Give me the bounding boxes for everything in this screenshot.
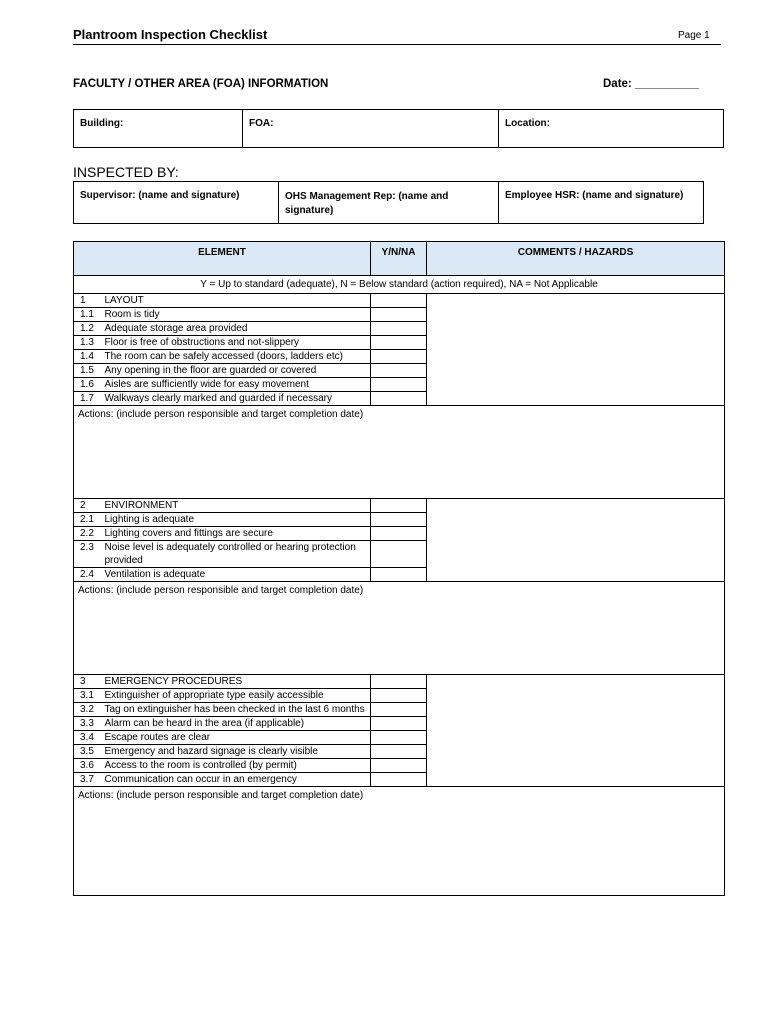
actions-cell[interactable] — [74, 582, 725, 675]
item-number: 2.1 — [74, 513, 105, 527]
ynna-cell[interactable] — [371, 527, 427, 541]
ohs-rep-label: OHS Management Rep: (name and signature) — [285, 191, 449, 216]
item-text: Communication can occur in an emergency — [105, 773, 371, 787]
actions-cell[interactable] — [74, 787, 725, 896]
ynna-cell[interactable] — [371, 336, 427, 350]
ynna-cell[interactable] — [371, 350, 427, 364]
item-text: Escape routes are clear — [105, 731, 371, 745]
building-field[interactable] — [74, 110, 242, 147]
foa-field[interactable] — [242, 110, 498, 147]
item-text: Any opening in the floor are guarded or covered — [105, 364, 371, 378]
item-text: Emergency and hazard signage is clearly visible — [105, 745, 371, 759]
section-header-row — [74, 499, 725, 513]
ynna-cell[interactable] — [371, 759, 427, 773]
item-text: Lighting is adequate — [105, 513, 371, 527]
ynna-cell[interactable] — [371, 294, 427, 308]
item-number: 1.5 — [74, 364, 105, 378]
employee-hsr-label: Employee HSR: (name and signature) — [505, 190, 684, 201]
item-number: 1.6 — [74, 378, 105, 392]
item-number: 1.3 — [74, 336, 105, 350]
item-number: 3.3 — [74, 717, 105, 731]
item-text: Ventilation is adequate — [105, 568, 371, 582]
item-text: Walkways clearly marked and guarded if necessary — [105, 392, 371, 406]
header-rule — [73, 44, 721, 45]
item-text: The room can be safely accessed (doors, ladders etc) — [105, 350, 371, 364]
item-text: Extinguisher of appropriate type easily accessible — [105, 689, 371, 703]
location-field[interactable] — [498, 110, 723, 147]
actions-row — [74, 582, 725, 675]
supervisor-field[interactable] — [74, 182, 278, 223]
ynna-cell[interactable] — [371, 773, 427, 787]
ynna-cell[interactable] — [371, 731, 427, 745]
ynna-cell[interactable] — [371, 499, 427, 513]
ynna-cell[interactable] — [371, 541, 427, 568]
item-number: 3.2 — [74, 703, 105, 717]
ynna-cell[interactable] — [371, 364, 427, 378]
section-header-row — [74, 675, 725, 689]
col-comments-header: COMMENTS / HAZARDS — [427, 242, 725, 276]
col-ynna-header: Y/N/NA — [371, 242, 427, 276]
item-number: 1.2 — [74, 322, 105, 336]
item-number: 3.4 — [74, 731, 105, 745]
checklist-table — [73, 241, 725, 896]
item-number: 2.2 — [74, 527, 105, 541]
item-text: Alarm can be heard in the area (if applicable) — [105, 717, 371, 731]
item-text: Adequate storage area provided — [105, 322, 371, 336]
inspected-by-box — [73, 181, 704, 224]
item-text: Access to the room is controlled (by permit) — [105, 759, 371, 773]
actions-label: Actions: (include person responsible and target completion date) — [78, 409, 364, 420]
section-title: EMERGENCY PROCEDURES — [105, 675, 371, 689]
ynna-cell[interactable] — [371, 675, 427, 689]
actions-label: Actions: (include person responsible and target completion date) — [78, 790, 364, 801]
comments-cell[interactable] — [427, 499, 725, 582]
section-title: ENVIRONMENT — [105, 499, 371, 513]
ynna-cell[interactable] — [371, 322, 427, 336]
ynna-cell[interactable] — [371, 392, 427, 406]
ynna-cell[interactable] — [371, 568, 427, 582]
date-field[interactable]: Date: __________ — [603, 78, 699, 90]
ynna-cell[interactable] — [371, 745, 427, 759]
foa-info-box — [73, 109, 724, 148]
item-number: 2.3 — [74, 541, 105, 568]
actions-row — [74, 787, 725, 896]
item-number: 3.1 — [74, 689, 105, 703]
item-number: 3.6 — [74, 759, 105, 773]
ynna-cell[interactable] — [371, 378, 427, 392]
actions-row — [74, 406, 725, 499]
section-number: 3 — [74, 675, 105, 689]
ynna-cell[interactable] — [371, 703, 427, 717]
item-number: 3.5 — [74, 745, 105, 759]
supervisor-label: Supervisor: (name and signature) — [80, 190, 240, 201]
foa-heading: FACULTY / OTHER AREA (FOA) INFORMATION — [73, 78, 329, 90]
page-title: Plantroom Inspection Checklist — [73, 27, 268, 42]
item-text: Lighting covers and fittings are secure — [105, 527, 371, 541]
table-header-row — [74, 242, 725, 276]
page-number: Page 1 — [678, 30, 710, 41]
ynna-cell[interactable] — [371, 689, 427, 703]
building-label: Building: — [80, 118, 124, 129]
col-element-header: ELEMENT — [74, 242, 371, 276]
section-title: LAYOUT — [105, 294, 371, 308]
legend-text: Y = Up to standard (adequate), N = Below standard (action required), NA = Not Applicable — [74, 276, 725, 294]
foa-label: FOA: — [249, 118, 274, 129]
ynna-cell[interactable] — [371, 717, 427, 731]
section-number: 1 — [74, 294, 105, 308]
section-header-row — [74, 294, 725, 308]
actions-label: Actions: (include person responsible and target completion date) — [78, 585, 364, 596]
item-text: Floor is free of obstructions and not-slippery — [105, 336, 371, 350]
item-number: 1.4 — [74, 350, 105, 364]
ynna-cell[interactable] — [371, 308, 427, 322]
item-text: Noise level is adequately controlled or hearing protection provided — [105, 541, 371, 568]
item-number: 1.1 — [74, 308, 105, 322]
item-text: Room is tidy — [105, 308, 371, 322]
item-text: Tag on extinguisher has been checked in the last 6 months — [105, 703, 371, 717]
location-label: Location: — [505, 118, 550, 129]
actions-cell[interactable] — [74, 406, 725, 499]
employee-hsr-field[interactable] — [498, 182, 703, 223]
item-text: Aisles are sufficiently wide for easy movement — [105, 378, 371, 392]
ohs-rep-field[interactable] — [278, 182, 498, 223]
inspected-by-heading: INSPECTED BY: — [73, 164, 179, 180]
item-number: 1.7 — [74, 392, 105, 406]
item-number: 3.7 — [74, 773, 105, 787]
ynna-cell[interactable] — [371, 513, 427, 527]
comments-cell[interactable] — [427, 294, 725, 406]
comments-cell[interactable] — [427, 675, 725, 787]
legend-row — [74, 276, 725, 294]
item-number: 2.4 — [74, 568, 105, 582]
section-number: 2 — [74, 499, 105, 513]
